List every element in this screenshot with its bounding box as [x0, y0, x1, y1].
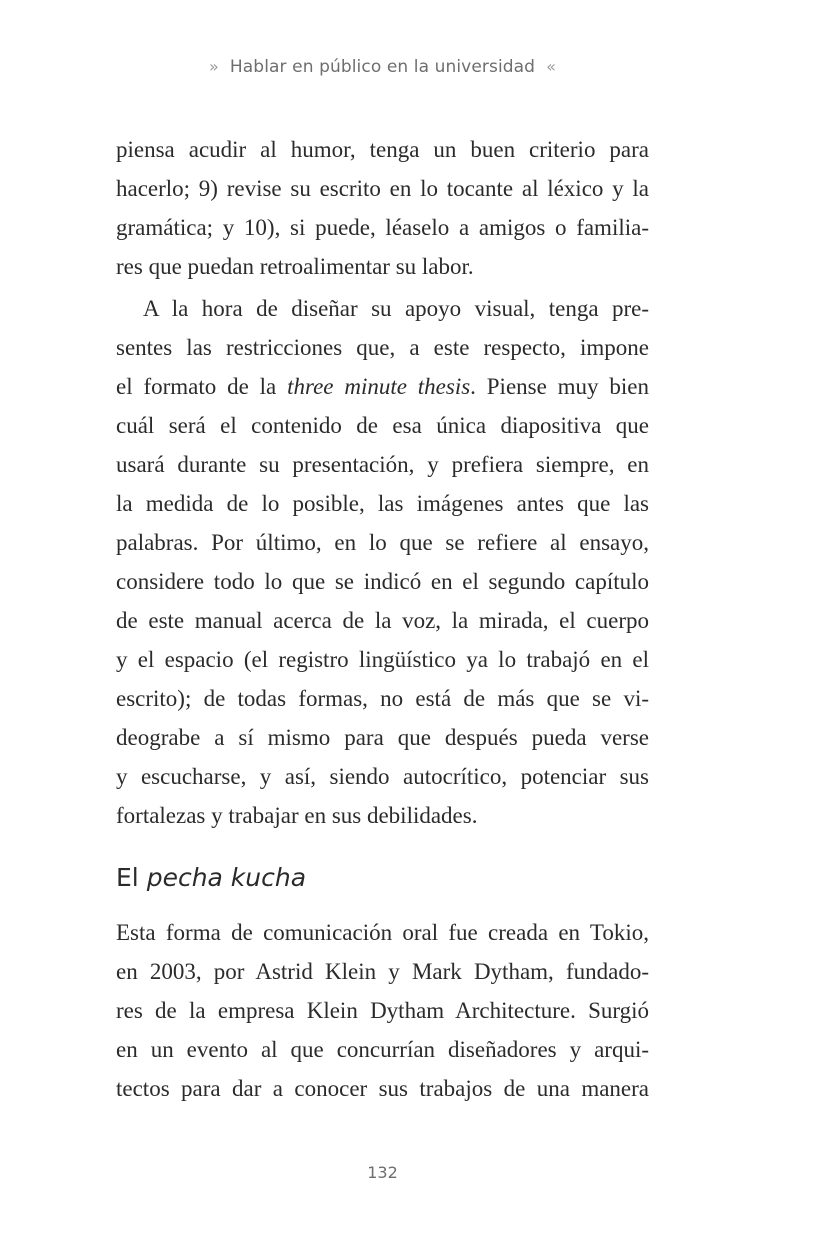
section-heading-prefix: El: [116, 863, 147, 892]
paragraph-line: res que puedan retroalimentar su labor.: [116, 254, 474, 279]
paragraph-line: gramática; y 10), si puede, léaselo a amigos o familia-: [116, 215, 649, 240]
paragraph-line: hacerlo; 9) revise su escrito en lo tocante al léxico y la: [116, 176, 649, 201]
paragraph-line: cuál será el contenido de esa única diapositiva que: [116, 413, 649, 438]
italic-term: three minute thesis: [287, 374, 471, 399]
paragraph-line: palabras. Por último, en lo que se refiere al ensayo,: [116, 530, 649, 555]
section-heading: [116, 862, 306, 894]
paragraph-line: Esta forma de comunicación oral fue creada en Tokio,: [116, 920, 649, 945]
paragraph-line: A la hora de diseñar su apoyo visual, tenga pre-: [143, 296, 649, 321]
paragraph-line: en 2003, por Astrid Klein y Mark Dytham, fundado-: [116, 959, 649, 984]
section-heading-italic: pecha kucha: [146, 863, 307, 892]
paragraph-line: considere todo lo que se indicó en el segundo capítulo: [116, 569, 649, 594]
paragraph-line: y escucharse, y así, siendo autocrítico, potenciar sus: [116, 764, 649, 789]
paragraph-line: deograbe a sí mismo para que después pueda verse: [116, 725, 649, 750]
running-head: [0, 57, 765, 77]
paragraph-line: fortalezas y trabajar en sus debilidades.: [116, 803, 478, 828]
text-run: . Piense muy bien: [470, 374, 649, 399]
paragraph-line: piensa acudir al humor, tenga un buen criterio para: [116, 137, 649, 162]
running-head-open-mark: »: [209, 57, 219, 76]
paragraph-visual-support: [116, 289, 649, 835]
paragraph-line-with-italic: [116, 367, 649, 406]
running-head-close-mark: «: [546, 57, 556, 76]
paragraph-line: de este manual acerca de la voz, la mirada, el cuerpo: [116, 608, 649, 633]
text-run: el formato de la: [116, 374, 288, 399]
paragraph-line: escrito); de todas formas, no está de más que se vi-: [116, 686, 649, 711]
paragraph-line: la medida de lo posible, las imágenes antes que las: [116, 491, 649, 516]
paragraph-line: usará durante su presentación, y prefiera siempre, en: [116, 452, 649, 477]
paragraph-continued: [116, 130, 649, 286]
paragraph-line: y el espacio (el registro lingüístico ya lo trabajó en el: [116, 647, 649, 672]
paragraph-line: tectos para dar a conocer sus trabajos de una manera: [116, 1076, 649, 1101]
running-head-title: Hablar en público en la universidad: [229, 57, 536, 77]
page-number: 132: [367, 1163, 398, 1182]
paragraph-line: res de la empresa Klein Dytham Architecture. Surgió: [116, 998, 649, 1023]
paragraph-line: en un evento al que concurrían diseñadores y arqui-: [116, 1037, 649, 1062]
paragraph-pecha-kucha: [116, 913, 649, 1108]
paragraph-line: sentes las restricciones que, a este respecto, impone: [116, 335, 649, 360]
